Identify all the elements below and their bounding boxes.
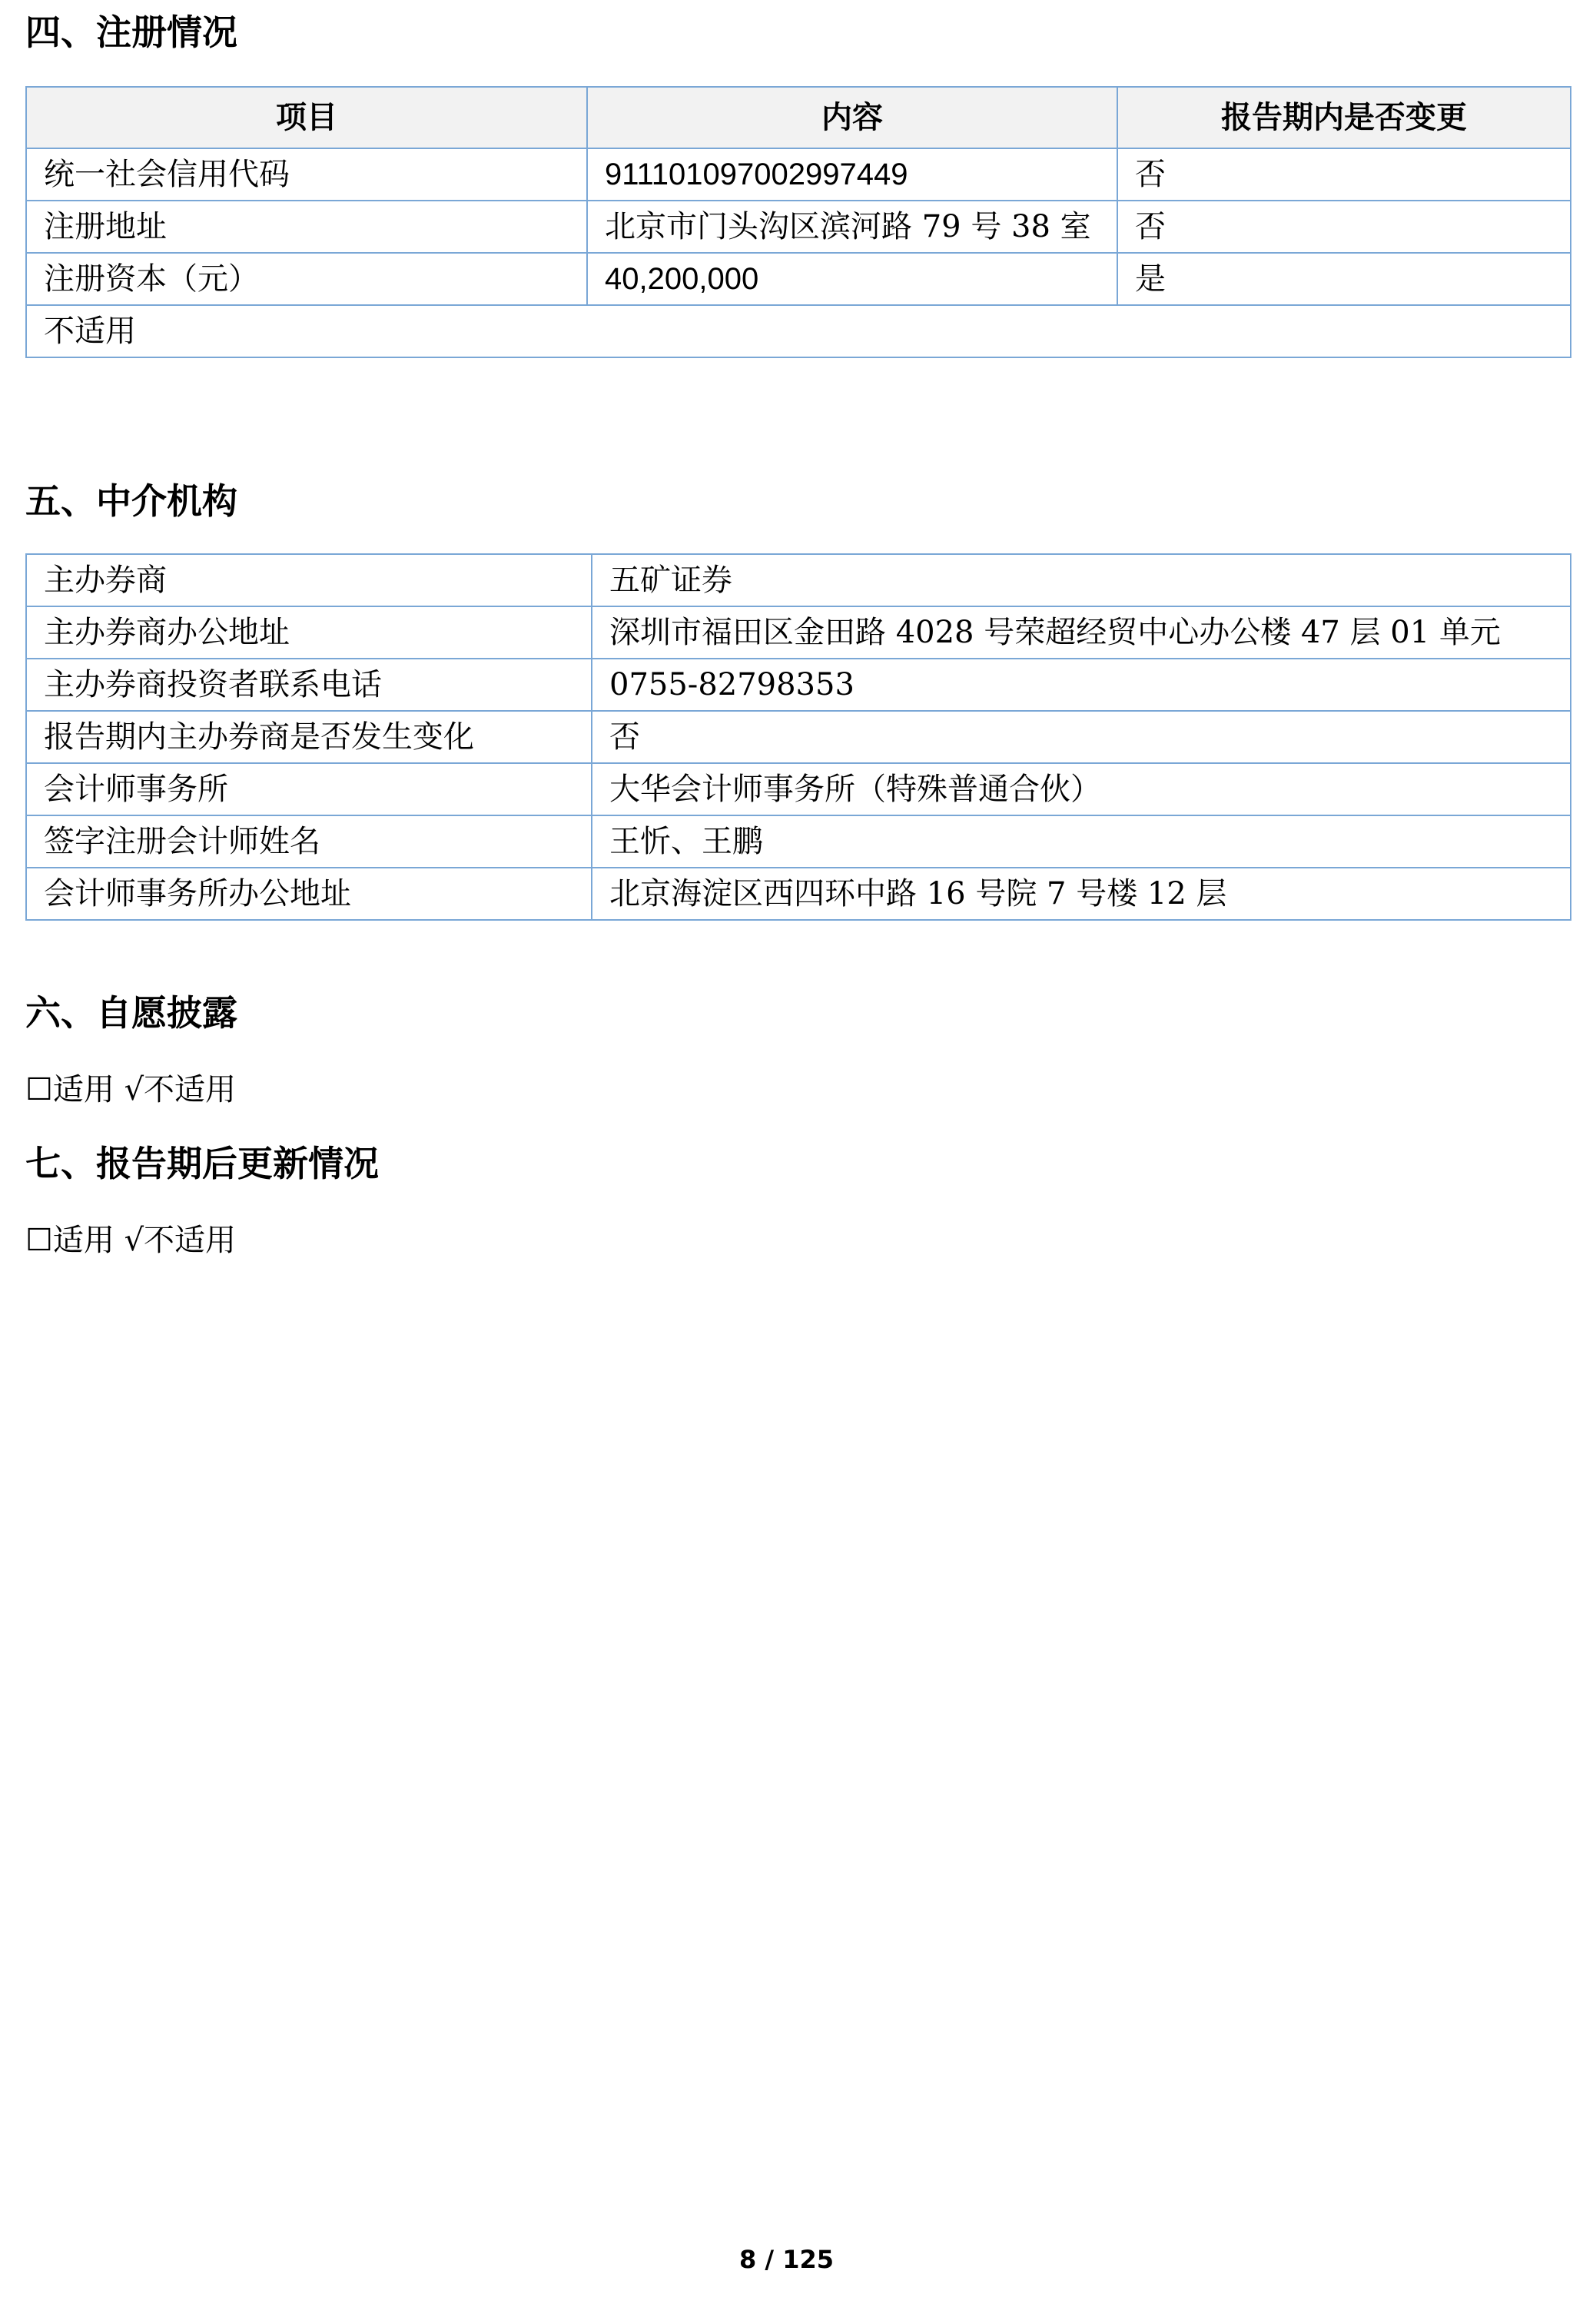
page-number: 8 / 125	[738, 2245, 835, 2274]
table-cell: 深圳市福田区金田路 4028 号荣超经贸中心办公楼 47 层 01 单元	[592, 606, 1571, 659]
table-row	[26, 148, 1571, 201]
table-cell: 否	[592, 711, 1571, 763]
voluntary-applicability: ☐适用 √不适用	[25, 1072, 237, 1107]
table-row	[26, 253, 1571, 305]
table-row	[26, 201, 1571, 253]
table-cell: 注册地址	[26, 201, 587, 253]
registration-table	[25, 86, 1571, 358]
table-row	[26, 763, 1571, 815]
table-cell: 主办券商投资者联系电话	[26, 659, 592, 711]
section-title-registration: 四、注册情况	[25, 12, 237, 53]
section-title-voluntary: 六、自愿披露	[25, 992, 237, 1034]
table-cell: 报告期内主办券商是否发生变化	[26, 711, 592, 763]
table-cell: 主办券商办公地址	[26, 606, 592, 659]
table-cell: 是	[1117, 253, 1571, 305]
table-cell: 40,200,000	[587, 253, 1117, 305]
table-cell: 0755-82798353	[592, 659, 1571, 711]
column-header: 报告期内是否变更	[1117, 87, 1571, 148]
table-cell: 注册资本（元）	[26, 253, 587, 305]
table-cell: 911101097002997449	[587, 148, 1117, 201]
table-cell: 五矿证券	[592, 554, 1571, 606]
column-header: 项目	[26, 87, 587, 148]
table-row	[26, 305, 1571, 357]
table-row	[26, 606, 1571, 659]
table-cell: 签字注册会计师姓名	[26, 815, 592, 868]
post-period-applicability: ☐适用 √不适用	[25, 1223, 237, 1258]
table-cell: 会计师事务所办公地址	[26, 868, 592, 920]
table-row	[26, 815, 1571, 868]
section-title-intermediary: 五、中介机构	[25, 480, 237, 522]
table-row	[26, 868, 1571, 920]
table-header-row	[26, 87, 1571, 148]
table-cell: 统一社会信用代码	[26, 148, 587, 201]
intermediary-table	[25, 553, 1571, 921]
table-row	[26, 554, 1571, 606]
table-row	[26, 711, 1571, 763]
section-title-post-period: 七、报告期后更新情况	[25, 1143, 379, 1184]
table-note-cell: 不适用	[26, 305, 1571, 357]
table-cell: 王忻、王鹏	[592, 815, 1571, 868]
column-header: 内容	[587, 87, 1117, 148]
table-cell: 北京海淀区西四环中路 16 号院 7 号楼 12 层	[592, 868, 1571, 920]
table-cell: 北京市门头沟区滨河路 79 号 38 室	[587, 201, 1117, 253]
table-row	[26, 659, 1571, 711]
table-cell: 主办券商	[26, 554, 592, 606]
table-cell: 大华会计师事务所（特殊普通合伙）	[592, 763, 1571, 815]
table-cell: 否	[1117, 201, 1571, 253]
table-cell: 会计师事务所	[26, 763, 592, 815]
table-cell: 否	[1117, 148, 1571, 201]
